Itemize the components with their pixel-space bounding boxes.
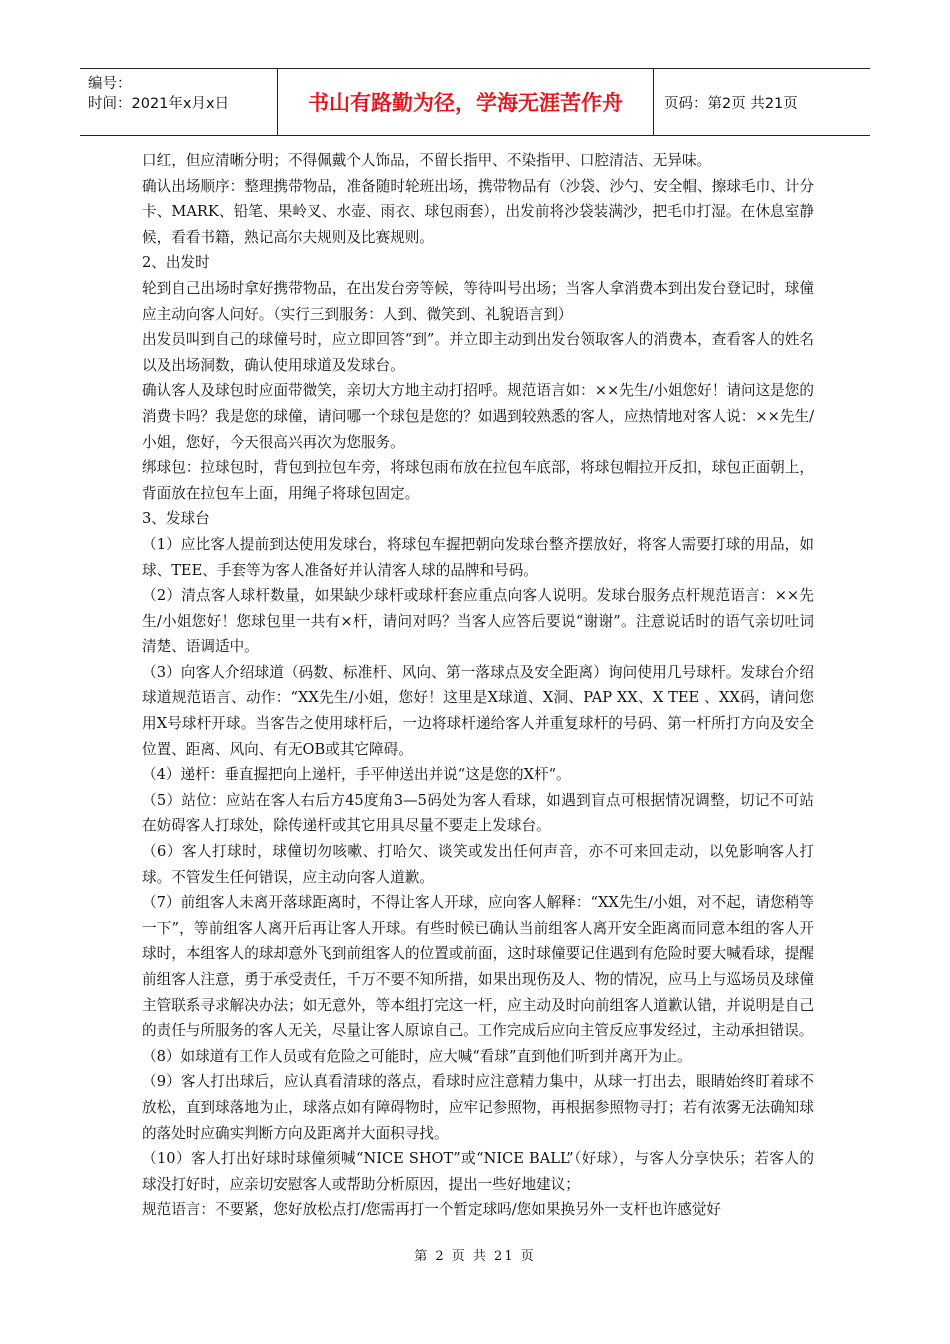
paragraph: 口红，但应清晰分明；不得佩戴个人饰品，不留长指甲、不染指甲、口腔清洁、无异味。 (142, 152, 712, 169)
page-footer: 第 2 页 共 21 页 (414, 1249, 536, 1264)
paragraph: 绑球包：拉球包时，背包到拉包车旁，将球包雨布放在拉包车底部，将球包帽拉开反扣，球包正面朝上，背面放在拉包车上面，用绳子将球包固定。 (142, 459, 814, 502)
paragraph: （6）客人打球时，球僮切勿咳嗽、打哈欠、谈笑或发出任何声音，亦不可来回走动，以免影响客人打球。不管发生任何错误，应主动向客人道歉。 (142, 843, 814, 886)
paragraph: （2）清点客人球杆数量，如果缺少球杆或球杆套应重点向客人说明。发球台服务点杆规范语言：××先生/小姐您好！您球包里一共有×杆，请问对吗？当客人应答后要说“谢谢”。注意说话时的语气亲切吐词清楚、语调适中。 (142, 587, 814, 656)
document-date-label: 时间：2021年x月x日 (88, 96, 230, 112)
paragraph: 轮到自己出场时拿好携带物品，在出发台旁等候，等待叫号出场；当客人拿消费本到出发台登记时，球僮应主动向客人问好。（实行三到服务：人到、微笑到、礼貌语言到） (142, 279, 814, 323)
document-number-label: 编号： (88, 76, 132, 92)
header-meta-cell (80, 69, 278, 135)
paragraph: （10）客人打出好球时球僮须喊“NICE SHOT”或“NICE BALL”（好球），与客人分享快乐；若客人的球没打好时，应亲切安慰客人或帮助分析原因，提出一些好地建议； (142, 1150, 814, 1193)
page-header (80, 68, 870, 136)
section-heading: 2、出发时 (142, 254, 210, 272)
paragraph: （3）向客人介绍球道（码数、标准杆、风向、第一落球点及安全距离）询问使用几号球杆。发球台介绍球道规范语言、动作：“XX先生/小姐，您好！这里是X球道、X洞、PAP XX、X TEE 、XX码，请问您用X号球杆开球。当客告之使用球杆后，一边将球杆递给客人并重复球杆的号码、第一杆所打方向及安全位置、距离、风向、有无OB或其它障碍。 (142, 663, 814, 758)
paragraph: 确认出场顺序：整理携带物品，准备随时轮班出场，携带物品有（沙袋、沙勺、安全帽、擦球毛巾、计分卡、MARK、铅笔、果岭叉、水壶、雨衣、球包雨套），出发前将沙袋装满沙，把毛巾打湿。在休息室静候，看看书籍，熟记高尔夫规则及比赛规则。 (142, 177, 814, 246)
paragraph: （7）前组客人未离开落球距离时，不得让客人开球，应向客人解释：“XX先生/小姐，对不起，请您稍等一下”，等前组客人离开后再让客人开球。有些时候已确认当前组客人离开安全距离而同意本组的客人开球时，本组客人的球却意外飞到前组客人的位置或前面，这时球僮要记住遇到有危险时要大喊看球，提醒前组客人注意，勇于承受责任，千万不要不知所措，如果出现伤及人、物的情况，应马上与巡场员及球僮主管联系寻求解决办法；如无意外，等本组打完这一杆，应主动及时向前组客人道歉认错，并说明是自己的责任与所服务的客人无关，尽量让客人原谅自己。工作完成后应向主管反应事发经过，主动承担错误。 (142, 894, 814, 1040)
document-body (142, 148, 814, 1223)
header-page-number: 页码：第2页 共21页 (664, 95, 798, 112)
paragraph: 出发员叫到自己的球僮号时，应立即回答“到”。并立即主动到出发台领取客人的消费本，查看客人的姓名以及出场洞数，确认使用球道及发球台。 (142, 331, 814, 374)
header-motto: 书山有路勤为径，学海无涯苦作舟 (278, 69, 654, 135)
paragraph: （9）客人打出球后，应认真看清球的落点，看球时应注意精力集中，从球一打出去，眼睛始终盯着球不放松，直到球落地为止，球落点如有障碍物时，应牢记参照物，再根据参照物寻打；若有浓雾无法确知球的落处时应确实判断方向及距离并大面积寻找。 (142, 1073, 814, 1142)
paragraph: 规范语言：不要紧，您好放松点打/您需再打一个暂定球吗/您如果换另外一支杆也许感觉好 (142, 1201, 721, 1219)
paragraph: （8）如球道有工作人员或有危险之可能时，应大喊“看球”直到他们听到并离开为止。 (142, 1047, 692, 1065)
paragraph: 确认客人及球包时应面带微笑，亲切大方地主动打招呼。规范语言如：××先生/小姐您好！请问这是您的消费卡吗？我是您的球僮，请问哪一个球包是您的？如遇到较熟悉的客人，应热情地对客人说：××先生/小姐，您好，今天很高兴再次为您服务。 (142, 382, 814, 451)
paragraph: （4）递杆：垂直握把向上递杆，手平伸送出并说“这是您的X杆“。 (142, 766, 571, 784)
paragraph: （1）应比客人提前到达使用发球台，将球包车握把朝向发球台整齐摆放好，将客人需要打球的用品，如球、TEE、手套等为客人准备好并认清客人球的品牌和号码。 (142, 535, 814, 579)
section-heading: 3、发球台 (142, 510, 210, 528)
paragraph: （5）站位：应站在客人右后方45度角3—5码处为客人看球，如遇到盲点可根据情况调整，切记不可站在妨碍客人打球处，除传递杆或其它用具尽量不要走上发球台。 (142, 791, 814, 835)
